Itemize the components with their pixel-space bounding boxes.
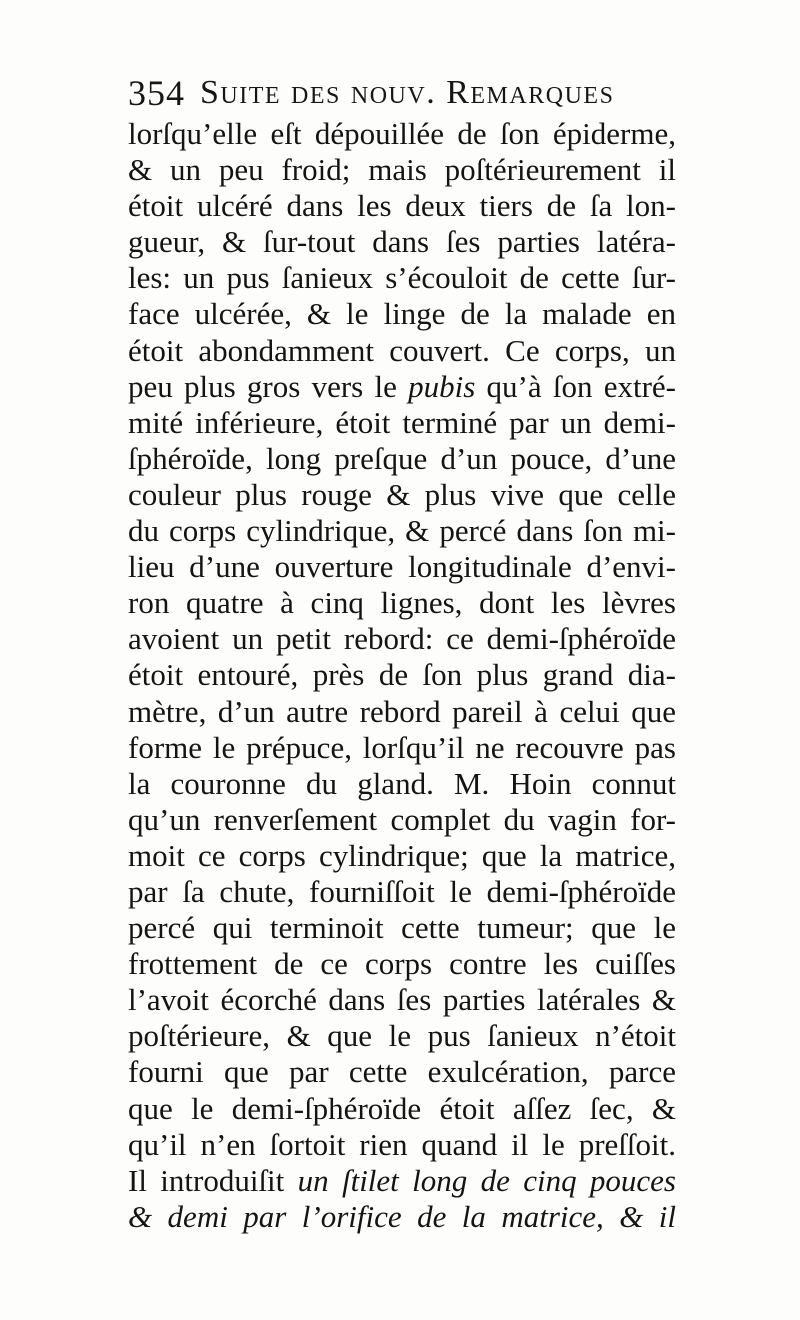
text-line	[128, 1091, 676, 1127]
text-line	[128, 296, 676, 332]
line-text: qu’il n’en ſortoit rien quand il le preſſoit.	[128, 1126, 676, 1162]
text-line	[128, 1054, 676, 1090]
text-line	[128, 224, 676, 260]
line-text: étoit ulcéré dans les deux tiers de ſa lon-	[128, 188, 676, 224]
text-line	[128, 1199, 676, 1235]
text-line	[128, 369, 676, 405]
text-line	[128, 802, 676, 838]
italic-text: pubis	[408, 368, 476, 404]
line-text: Il introduiſit	[128, 1162, 298, 1198]
text-line	[128, 657, 676, 693]
text-line	[128, 152, 676, 188]
line-text: percé qui terminoit cette tumeur; que le	[128, 910, 676, 946]
text-line	[128, 188, 676, 224]
text-line	[128, 946, 676, 982]
line-text: mètre, d’un autre rebord pareil à celui que	[128, 693, 676, 729]
text-line	[128, 621, 676, 657]
text-line	[128, 549, 676, 585]
text-line	[128, 910, 676, 946]
line-text: lorſqu’elle eſt dépouillée de ſon épiderme,	[128, 116, 676, 151]
line-text: qu’un renverſement complet du vagin for-	[128, 801, 676, 837]
page-number: 354	[128, 73, 185, 113]
line-text: qu’à ſon extré-	[475, 368, 676, 404]
line-text: poſtérieure, & que le pus ſanieux n’étoit	[128, 1018, 676, 1054]
line-text: gueur, & ſur-tout dans ſes parties latéra-	[128, 224, 676, 260]
text-line	[128, 982, 676, 1018]
line-text: du corps cylindrique, & percé dans ſon mi-	[128, 513, 676, 549]
line-text: que le demi-ſphéroïde étoit aſſez ſec, &	[128, 1090, 676, 1126]
text-line	[128, 1018, 676, 1054]
line-text: frottement de ce corps contre les cuiſſes	[128, 946, 676, 982]
text-line	[128, 585, 676, 621]
line-text: par ſa chute, fourniſſoit le demi-ſphéroïde	[128, 873, 676, 909]
line-text: couleur plus rouge & plus vive que celle	[128, 476, 676, 512]
text-line	[128, 1163, 676, 1199]
line-text: ſphéroïde, long preſque d’un pouce, d’une	[128, 440, 676, 476]
line-text: avoient un petit rebord: ce demi-ſphéroïde	[128, 621, 676, 657]
line-text: & un peu froid; mais poſtérieurement il	[128, 152, 676, 188]
italic-text: un ſtilet long de cinq pouces	[297, 1162, 676, 1198]
running-head: Suite des nouv. Remarques	[200, 74, 615, 111]
line-text: l’avoit écorché dans ſes parties latérales &	[128, 982, 676, 1018]
text-line	[128, 694, 676, 730]
text-line	[128, 1127, 676, 1163]
text-line	[128, 260, 676, 296]
text-line	[128, 513, 676, 549]
text-line	[128, 477, 676, 513]
line-text: fourni que par cette exulcération, parce	[128, 1054, 676, 1090]
text-line	[128, 874, 676, 910]
line-text: étoit abondamment couvert. Ce corps, un	[128, 332, 676, 368]
text-line	[128, 441, 676, 477]
text-line	[128, 333, 676, 369]
text-line	[128, 116, 676, 152]
text-line	[128, 405, 676, 441]
body-text	[128, 116, 676, 1235]
line-text: la couronne du gland. M. Hoin connut	[128, 765, 676, 801]
text-line	[128, 838, 676, 874]
line-text: moit ce corps cylindrique; que la matrice,	[128, 837, 676, 873]
line-text: lieu d’une ouverture longitudinale d’envi-	[128, 549, 676, 585]
line-text: étoit entouré, près de ſon plus grand dia-	[128, 657, 676, 693]
line-text: les: un pus ſanieux s’écouloit de cette ſur-	[128, 260, 676, 296]
text-line	[128, 766, 676, 802]
line-text: forme le prépuce, lorſqu’il ne recouvre pas	[128, 729, 676, 765]
line-text: mité inférieure, étoit terminé par un demi-	[128, 404, 676, 440]
line-text: face ulcérée, & le linge de la malade en	[128, 296, 676, 332]
italic-text: & demi par l’orifice de la matrice, & il	[128, 1198, 676, 1234]
text-line	[128, 730, 676, 766]
page-header	[128, 66, 668, 122]
line-text: ron quatre à cinq lignes, dont les lèvres	[128, 585, 676, 621]
line-text: peu plus gros vers le	[128, 368, 409, 404]
